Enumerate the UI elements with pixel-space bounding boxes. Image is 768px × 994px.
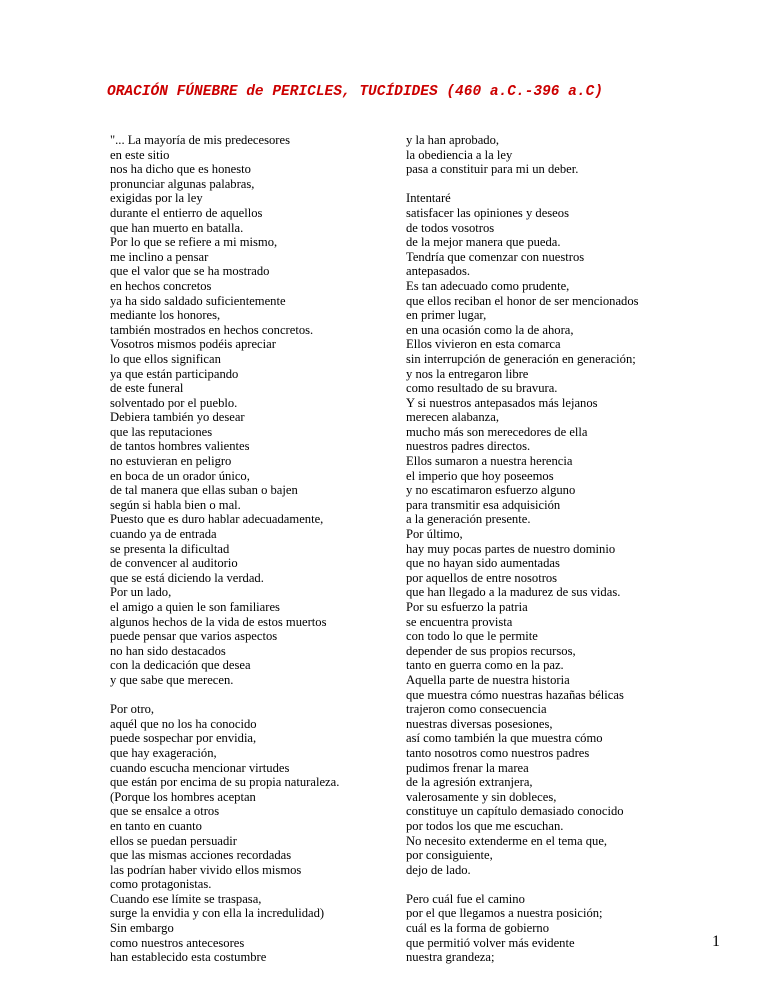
text-line: Intentaré — [406, 191, 451, 206]
text-line: Debiera también yo desear — [110, 410, 245, 425]
text-line: de este funeral — [110, 381, 184, 396]
text-line: en primer lugar, — [406, 308, 487, 323]
text-line: se presenta la dificultad — [110, 541, 230, 556]
text-line: Por su esfuerzo la patria — [406, 600, 528, 614]
text-line: con la dedicación que desea — [110, 658, 251, 673]
text-line: en tanto en cuanto — [110, 818, 202, 833]
text-line: que han llegado a la madurez de sus vidas. — [406, 585, 621, 600]
text-line: por aquellos de entre nosotros — [406, 570, 558, 585]
text-line: de la mejor manera que pueda. — [406, 235, 561, 250]
text-line: por el que llegamos a nuestra posición; — [406, 906, 603, 921]
text-line: Cuando ese límite se traspasa, — [110, 891, 262, 906]
text-line: pasa a constituir para mi un deber. — [406, 162, 579, 177]
text-line: que ellos reciban el honor de ser mencionados — [406, 293, 639, 308]
text-line: que se está diciendo la verdad. — [110, 570, 264, 585]
text-line: que permitió volver más evidente — [406, 935, 575, 950]
text-line: ellos se puedan persuadir — [110, 833, 237, 848]
left-column — [110, 133, 400, 979]
text-line: y la han aprobado, — [406, 133, 500, 147]
right-column — [406, 133, 696, 979]
text-line: Ellos sumaron a nuestra herencia — [406, 454, 573, 469]
text-line: constituye un capítulo demasiado conocido — [406, 804, 624, 819]
paragraph — [110, 702, 400, 965]
text-line: nuestros padres directos. — [406, 439, 531, 454]
text-line: y no escatimaron esfuerzo alguno — [406, 483, 576, 498]
text-line: surge la envidia y con ella la incredulidad) — [110, 906, 325, 921]
text-line: Pero cuál fue el camino — [406, 891, 525, 906]
text-line: cuando escucha mencionar virtudes — [110, 760, 290, 775]
text-line: aquél que no los ha conocido — [110, 716, 257, 731]
text-line: en boca de un orador único, — [110, 468, 250, 483]
text-line: para transmitir esa adquisición — [406, 497, 561, 512]
text-line: en hechos concretos — [110, 278, 212, 293]
text-line: como resultado de su bravura. — [406, 381, 558, 396]
paragraph — [406, 892, 696, 965]
text-line: trajeron como consecuencia — [406, 702, 547, 717]
text-line: por consiguiente, — [406, 848, 493, 863]
text-line: hay muy pocas partes de nuestro dominio — [406, 541, 616, 556]
text-line: por todos los que me escuchan. — [406, 818, 564, 833]
text-line: Tendría que comenzar con nuestros — [406, 249, 585, 264]
text-line: (Porque los hombres aceptan — [110, 789, 256, 804]
document-title: ORACIÓN FÚNEBRE de PERICLES, TUCÍDIDES (460 a.C.-396 a.C) — [107, 84, 603, 100]
paragraph — [406, 133, 696, 177]
text-line: Sin embargo — [110, 921, 174, 936]
text-line: se encuentra provista — [406, 614, 513, 629]
text-line: durante el entierro de aquellos — [110, 205, 263, 220]
text-line: Puesto que es duro hablar adecuadamente, — [110, 512, 324, 527]
text-line: No necesito extenderme en el tema que, — [406, 833, 608, 848]
text-line: de la agresión extranjera, — [406, 775, 533, 790]
text-line: lo que ellos significan — [110, 351, 221, 366]
text-line: depender de sus propios recursos, — [406, 643, 576, 658]
text-line: nos ha dicho que es honesto — [110, 162, 251, 177]
text-line: y nos la entregaron libre — [406, 366, 529, 381]
text-line: han establecido esta costumbre — [110, 950, 267, 965]
text-line: también mostrados en hechos concretos. — [110, 322, 314, 337]
text-line: de tal manera que ellas suban o bajen — [110, 483, 298, 498]
text-line: Y si nuestros antepasados más lejanos — [406, 395, 598, 410]
text-line: Por un lado, — [110, 585, 172, 600]
text-line: mediante los honores, — [110, 308, 221, 323]
text-line: sin interrupción de generación en generación; — [406, 351, 636, 366]
text-line: el imperio que hoy poseemos — [406, 468, 554, 483]
text-line: que se ensalce a otros — [110, 804, 220, 819]
page-number: 1 — [712, 933, 720, 950]
text-line: Por otro, — [110, 702, 155, 717]
text-line: Es tan adecuado como prudente, — [406, 278, 570, 293]
text-line: Por lo que se refiere a mi mismo, — [110, 235, 278, 250]
text-line: no han sido destacados — [110, 643, 226, 658]
text-line: en este sitio — [110, 147, 170, 162]
text-line: mucho más son merecedores de ella — [406, 424, 588, 439]
text-line: tanto nosotros como nuestros padres — [406, 745, 590, 760]
text-line: y que sabe que merecen. — [110, 672, 234, 687]
text-line: Vosotros mismos podéis apreciar — [110, 337, 276, 352]
text-line: nuestras diversas posesiones, — [406, 716, 553, 731]
text-line: que hay exageración, — [110, 745, 217, 760]
text-line: como nuestros antecesores — [110, 935, 245, 950]
text-line: nuestra grandeza; — [406, 950, 495, 965]
text-line: exigidas por la ley — [110, 191, 203, 206]
text-line: satisfacer las opiniones y deseos — [406, 205, 569, 220]
text-line: la obediencia a la ley — [406, 147, 513, 162]
text-line: tanto en guerra como en la paz. — [406, 658, 564, 673]
text-line: pronunciar algunas palabras, — [110, 176, 255, 191]
text-line: algunos hechos de la vida de estos muertos — [110, 614, 327, 629]
text-line: solventado por el pueblo. — [110, 395, 238, 410]
text-line: que las reputaciones — [110, 424, 213, 439]
text-line: me inclino a pensar — [110, 249, 209, 264]
text-line: "... La mayoría de mis predecesores — [110, 133, 290, 147]
text-line: según si habla bien o mal. — [110, 497, 241, 512]
text-line: de todos vosotros — [406, 220, 495, 235]
text-line: ya ha sido saldado suficientemente — [110, 293, 286, 308]
text-line: como protagonistas. — [110, 877, 212, 892]
text-line: no estuvieran en peligro — [110, 454, 232, 469]
paragraph — [406, 191, 696, 877]
text-line: cuál es la forma de gobierno — [406, 921, 550, 936]
text-line: que han muerto en batalla. — [110, 220, 244, 235]
text-line: de convencer al auditorio — [110, 556, 238, 571]
text-line: que el valor que se ha mostrado — [110, 264, 270, 279]
text-line: que las mismas acciones recordadas — [110, 848, 292, 863]
text-line: en una ocasión como la de ahora, — [406, 322, 574, 337]
text-line: pudimos frenar la marea — [406, 760, 529, 775]
text-line: valerosamente y sin dobleces, — [406, 789, 557, 804]
text-line: con todo lo que le permite — [406, 629, 538, 644]
text-line: antepasados. — [406, 264, 470, 279]
text-line: puede sospechar por envidia, — [110, 731, 257, 746]
text-line: ya que están participando — [110, 366, 239, 381]
text-line: dejo de lado. — [406, 862, 471, 877]
text-line: de tantos hombres valientes — [110, 439, 250, 454]
text-line: las podrían haber vivido ellos mismos — [110, 862, 302, 877]
text-line: que no hayan sido aumentadas — [406, 556, 560, 571]
text-line: merecen alabanza, — [406, 410, 499, 425]
text-line: a la generación presente. — [406, 512, 531, 527]
paragraph — [110, 133, 400, 688]
text-line: Por último, — [406, 527, 463, 542]
text-line: puede pensar que varios aspectos — [110, 629, 278, 644]
text-line: así como también la que muestra cómo — [406, 731, 603, 746]
text-line: cuando ya de entrada — [110, 527, 217, 542]
text-line: que están por encima de su propia naturaleza. — [110, 775, 340, 790]
text-line: Ellos vivieron en esta comarca — [406, 337, 561, 352]
text-line: que muestra cómo nuestras hazañas bélicas — [406, 687, 624, 702]
text-line: el amigo a quien le son familiares — [110, 600, 280, 614]
text-line: Aquella parte de nuestra historia — [406, 672, 570, 687]
